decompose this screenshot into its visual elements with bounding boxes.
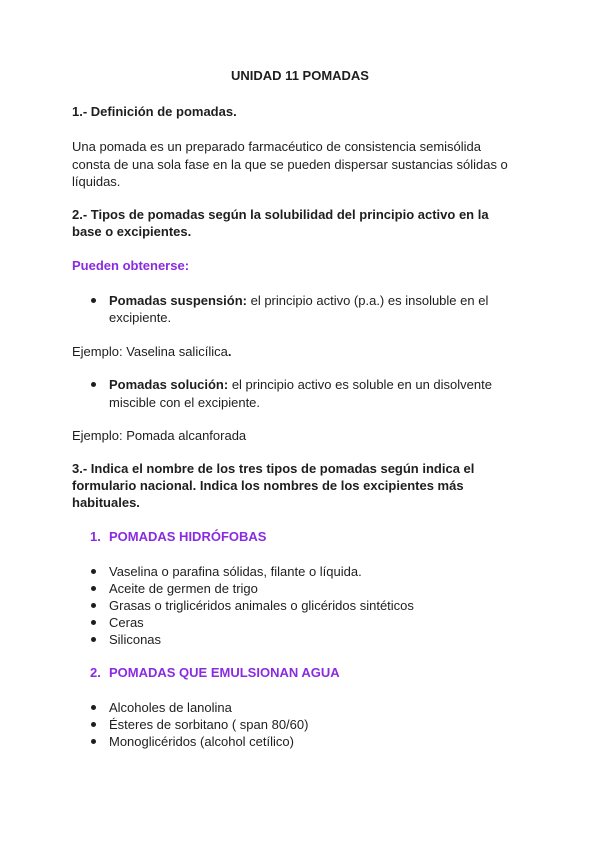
item-suspension <box>109 292 488 309</box>
bullet-icon <box>91 722 96 727</box>
ejemplo-1-period: . <box>227 344 232 359</box>
subheading-1-label: POMADAS HIDRÓFOBAS <box>109 529 267 544</box>
bullet-icon <box>91 705 96 710</box>
list-item: Vaselina o parafina sólidas, filante o líquida. <box>109 564 362 579</box>
section-3-heading-line-1: 3.- Indica el nombre de los tres tipos de pomadas según indica el <box>72 461 475 476</box>
document-title: UNIDAD 11 POMADAS <box>231 68 369 83</box>
ejemplo-2: Ejemplo: Pomada alcanforada <box>72 428 247 443</box>
list-item: Ceras <box>109 615 144 630</box>
bullet-icon <box>91 739 96 744</box>
item-solucion <box>109 376 492 393</box>
item-solucion-term: Pomadas solución: <box>109 377 229 392</box>
list-item: Grasas o triglicéridos animales o glicéridos sintéticos <box>109 598 414 613</box>
list-item: Siliconas <box>109 632 162 647</box>
definition-line-1: Una pomada es un preparado farmacéutico de consistencia semisólida <box>72 139 482 154</box>
list-item: Aceite de germen de trigo <box>109 581 258 596</box>
list-item: Ésteres de sorbitano ( span 80/60) <box>109 717 309 732</box>
bullet-icon <box>91 382 96 387</box>
ejemplo-1-text: Ejemplo: Vaselina salicílica <box>72 344 228 359</box>
section-1-heading: 1.- Definición de pomadas. <box>72 104 237 119</box>
item-solucion-line-2: miscible con el excipiente. <box>109 395 261 410</box>
subheading-2-label: POMADAS QUE EMULSIONAN AGUA <box>109 665 340 680</box>
item-solucion-desc: el principio activo es soluble en un disolvente <box>228 377 492 392</box>
bullet-icon <box>91 586 96 591</box>
section-2-heading-line-2: base o excipientes. <box>72 224 192 239</box>
bullet-icon <box>91 298 96 303</box>
definition-line-2: consta de una sola fase en la que se pueden dispersar sustancias sólidas o <box>72 157 508 172</box>
section-2-heading-line-1: 2.- Tipos de pomadas según la solubilidad del principio activo en la <box>72 207 489 222</box>
definition-line-3: líquidas. <box>72 174 121 189</box>
item-suspension-line-2: excipiente. <box>109 310 172 325</box>
ejemplo-1 <box>72 343 231 360</box>
list-item: Alcoholes de lanolina <box>109 700 232 715</box>
list-item: Monoglicéridos (alcohol cetílico) <box>109 734 294 749</box>
item-suspension-term: Pomadas suspensión: <box>109 293 247 308</box>
bullet-icon <box>91 569 96 574</box>
bullet-icon <box>91 620 96 625</box>
section-3-heading-line-2: formulario nacional. Indica los nombres de los excipientes más <box>72 478 464 493</box>
subheading-1-number: 1. <box>90 529 101 544</box>
item-suspension-desc: el principio activo (p.a.) es insoluble en el <box>246 293 489 308</box>
bullet-icon <box>91 637 96 642</box>
section-3-heading-line-3: habituales. <box>72 495 140 510</box>
bullet-icon <box>91 603 96 608</box>
pueden-obtenerse-label: Pueden obtenerse: <box>72 258 190 273</box>
subheading-2-number: 2. <box>90 665 101 680</box>
